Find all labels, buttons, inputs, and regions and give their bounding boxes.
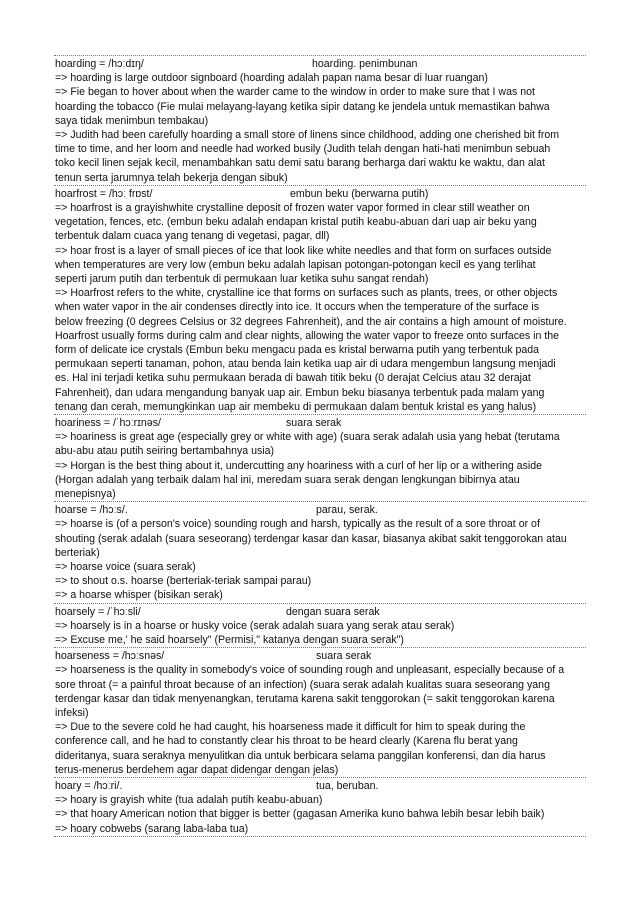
entry-header [54,779,586,793]
headword-pronunciation: hoarse = /hɔːs/. [55,504,128,517]
example-line: => hoarding is large outdoor signboard (hoarding adalah papan nama besar di luar ruangan) [55,72,488,85]
headword-pronunciation: hoariness = /ˈhɔːrɪnəs/ [55,417,161,430]
headword-pronunciation: hoarding = /hɔːdɪŋ/ [55,58,144,70]
example-line: => hoary is grayish white (tua adalah putih keabu-abuan) [55,794,323,807]
example-line: => Horgan is the best thing about it, undercutting any hoariness with a curl of her lip or a withering aside (Horgan adalah yang terbaik dalam hal ini, meredam suara serak dengan lengkungan bibirnya atau menepisnya) [55,459,543,501]
translation: hoarding. penimbunan [312,58,418,70]
example-line: => to shout o.s. hoarse (berteriak-teriak sampai parau) [55,575,312,588]
example-line: => Judith had been carefully hoarding a small store of linens since childhood, adding one cherished bit from time to time, and her loom and needle had worked busily (Judith telah dengan hati-hati menimbun sebuah toko kecil linen sejak kecil, menambahkan satu demi satu barang berharga dari waktu ke waktu, dan alat tenun serta jarumnya telah bekerja dengan sibuk) [55,129,560,184]
dictionary-entry [54,502,586,603]
translation: parau, serak. [316,504,378,517]
dictionary-entry [54,415,586,502]
headword-pronunciation: hoarsely = /ˈhɔːsli/ [55,605,141,618]
headword-pronunciation: hoary = /hɔːri/. [55,780,123,793]
example-line: => hoarfrost is a grayishwhite crystalline deposit of frozen water vapor formed in clear still weather on vegetation, fences, etc. (embun beku adalah endapan kristal putih keabu-abuan dari uap air beku yang terbentuk dalam cuaca yang tenang di vegetasi, pagar, dll) [55,202,537,243]
entry-header [54,57,586,71]
translation: suara serak [316,650,372,663]
entry-header [54,605,586,619]
translation: dengan suara serak [286,605,380,618]
dictionary-entry [54,186,586,415]
example-line: => Fie began to hover about when the warder came to the window in order to make sure that I was not hoarding the tobacco (Fie mulai melayang-layang ketika sipir datang ke jendela untuk memastikan bahwa saya tidak menimbun tembakau) [55,86,550,127]
dictionary-entry [54,604,586,649]
example-line: => Excuse me,' he said hoarsely" (Permisi," katanya dengan suara serak") [55,634,404,647]
entry-header [54,187,586,201]
example-line: => hoariness is great age (especially grey or white with age) (suara serak adalah usia yang hebat (terutama abu-abu atau putih seiring bertambahnya usia) [55,431,560,458]
example-line: => hoarseness is the quality in somebody's voice of sounding rough and unpleasant, especially because of a sore throat (= a painful throat because of an infection) (suara serak adalah kualitas suara seseorang yang terdengar kasar dan tidak menyenangkan, terutama karena sakit tenggorokan (= sakit tenggorokan karena infeksi) [55,664,565,720]
entry-header [54,416,586,430]
entry-header [54,649,586,663]
dictionary-document [54,55,586,837]
example-line: => hoarsely is in a hoarse or husky voice (serak adalah suara yang serak atau serak) [55,619,455,632]
dictionary-entry [54,55,586,186]
example-line: => Hoarfrost refers to the white, crystalline ice that forms on surfaces such as plants, trees, or other objects when water vapor in the air condenses directly into ice. It occurs when the temperature of the surface is below freezing (0 degrees Celsius or 32 degrees Fahrenheit), and the air contains a high amount of moisture. Hoarfrost usually forms during calm and clear nights, allowing the water vapor to freeze onto surfaces in the form of delicate ice crystals (Embun beku mengacu pada es kristal berwarna putih yang terbentuk pada permukaan seperti tanaman, pohon, atau benda lain ketika uap air di udara mengembun langsung menjadi es. Hal ini terjadi ketika suhu permukaan berada di bawah titik beku (0 derajat Celcius atau 32 derajat Fahrenheit), dan udara mengandung banyak uap air. Embun beku biasanya terbentuk pada malam yang tenang dan cerah, memungkinkan uap air membeku di permukaan dalam bentuk kristal es yang halus) [55,287,567,413]
example-line: => hoarse is (of a person's voice) sounding rough and harsh, typically as the result of a sore throat or of shouting (serak adalah (suara seseorang) terdengar kasar dan kasar, biasanya akibat sakit tenggorokan atau berteriak) [55,518,567,559]
example-line: => Due to the severe cold he had caught, his hoarseness made it difficult for him to speak during the conference call, and he had to constantly clear his throat to be heard clearly (Karena flu berat yang dideritanya, suara seraknya menyulitkan dia untuk berbicara selama panggilan konferensi, dan dia harus terus-menerus berdehem agar dapat didengar dengan jelas) [55,721,546,776]
example-line: => that hoary American notion that bigger is better (gagasan Amerika kuno bahwa lebih besar lebih baik) [55,808,545,821]
translation: tua, beruban. [316,780,379,793]
dictionary-entry [54,778,586,837]
example-line: => hoarse voice (suara serak) [55,561,196,574]
dictionary-entry [54,648,586,778]
example-line: => a hoarse whisper (bisikan serak) [55,589,223,602]
translation: suara serak [286,417,342,430]
example-line: => hoar frost is a layer of small pieces of ice that look like white needles and that form on surfaces outside when temperatures are very low (embun beku adalah lapisan potongan-potongan kecil es yang terlihat seperti jarum putih dan terbentuk di permukaan luar ketika suhu sangat rendah) [55,244,552,286]
headword-pronunciation: hoarseness = /hɔːsnəs/ [55,650,165,663]
entry-header [54,503,586,517]
translation: embun beku (berwarna putih) [290,187,429,200]
headword-pronunciation: hoarfrost = /hɔː frɒst/ [55,187,153,200]
example-line: => hoary cobwebs (sarang laba-laba tua) [55,822,249,835]
